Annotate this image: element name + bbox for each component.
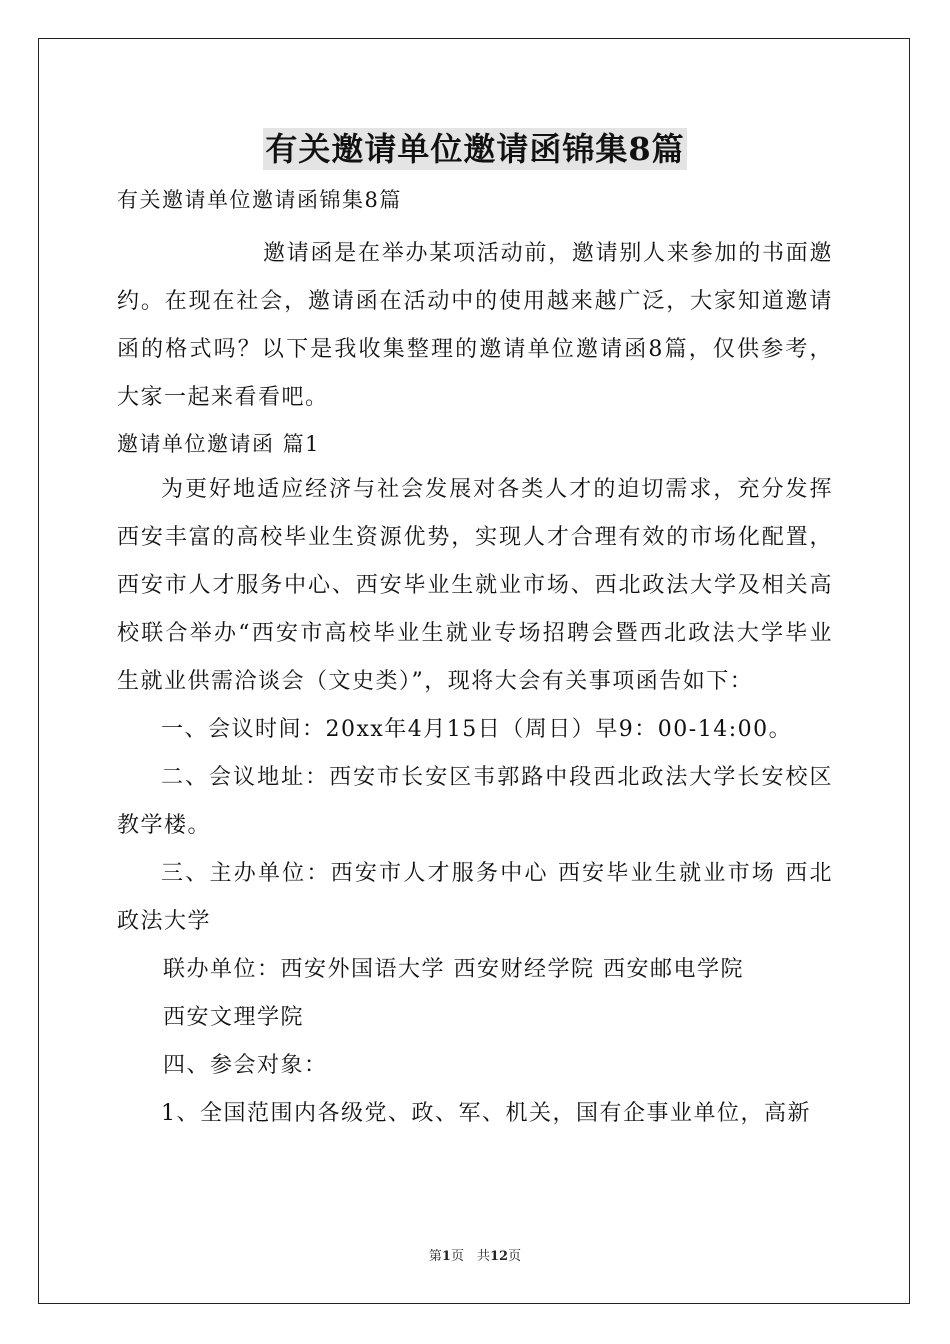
page-footer [0,1245,950,1264]
footer-total-pages: 12 [489,1249,509,1264]
footer-mid: 页 共 [450,1249,490,1264]
intro-paragraph: 邀请函是在举办某项活动前，邀请别人来参加的书面邀约。在现在社会，邀请函在活动中的使用越来越广泛，大家知道邀请函的格式吗？以下是我收集整理的邀请单位邀请函8篇，仅供参考，大家一起来看看吧。 [117,241,833,410]
meeting-address-paragraph: 二、会议地址：西安市长安区韦郭路中段西北政法大学长安校区教学楼。 [117,765,833,838]
section-heading: 邀请单位邀请函 篇1 [117,432,321,456]
document-title-wrap [0,128,950,170]
footer-suffix: 页 [508,1249,522,1264]
co-organizer-line: 西安文理学院 [163,1005,305,1030]
document-body [117,182,833,1138]
document-subtitle: 有关邀请单位邀请函锦集8篇 [117,188,402,212]
body-paragraph: 为更好地适应经济与社会发展对各类人才的迫切需求，充分发挥西安丰富的高校毕业生资源优势，实现人才合理有效的市场化配置，西安市人才服务中心、西安毕业生就业市场、西北政法大学及相关高校联合举办“西安市高校毕业生就业专场招聘会暨西北政法大学毕业生就业供需洽谈会（文史类）”，现将大会有关事项函告如下： [117,477,833,694]
footer-current-page: 1 [441,1249,451,1264]
co-organizer-line: 联办单位：西安外国语大学 西安财经学院 西安邮电学院 [163,957,744,982]
attendees-heading: 四、参会对象： [163,1053,328,1078]
attendees-paragraph: 1、全国范围内各级党、政、军、机关，国有企事业单位，高新 [161,1101,811,1126]
footer-prefix: 第 [428,1249,442,1264]
document-title: 有关邀请单位邀请函锦集8篇 [265,130,685,168]
meeting-time-paragraph: 一、会议时间：20xx年4月15日（周日）早9：00-14:00。 [161,717,793,742]
organizer-paragraph: 三、主办单位：西安市人才服务中心 西安毕业生就业市场 西北政法大学 [117,861,833,934]
